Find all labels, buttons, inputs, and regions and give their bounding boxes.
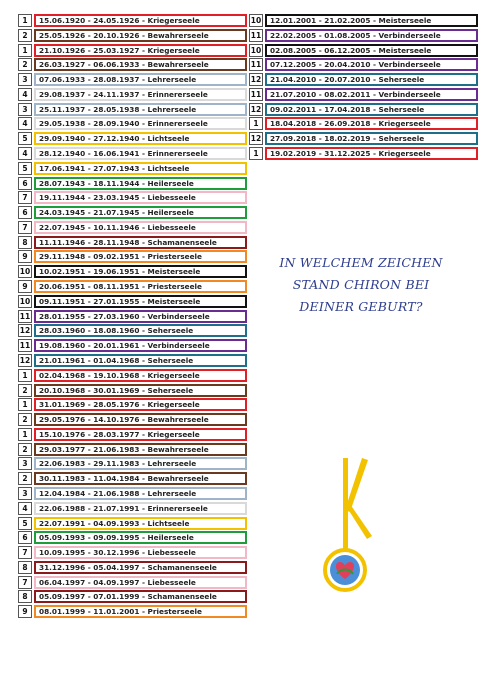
sign-number: 9: [18, 605, 32, 618]
sign-number: 6: [18, 177, 32, 190]
sign-number: 4: [18, 88, 32, 101]
period-label: 20.06.1951 - 08.11.1951 - Priesterseele: [34, 280, 247, 293]
sign-number: 1: [18, 398, 32, 411]
chiron-period-row: [18, 428, 247, 441]
period-label: 28.12.1940 - 16.06.1941 - Erinnererseele: [34, 147, 247, 160]
chiron-period-row: [18, 295, 247, 308]
period-label: 22.02.2005 - 01.08.2005 - Verbinderseele: [265, 29, 478, 42]
sign-number: 4: [18, 117, 32, 130]
period-label: 06.04.1997 - 04.09.1997 - Liebesseele: [34, 576, 247, 589]
sign-number: 2: [18, 58, 32, 71]
period-label: 02.04.1968 - 19.10.1968 - Kriegerseele: [34, 369, 247, 382]
sign-number: 4: [18, 502, 32, 515]
period-label: 31.01.1969 - 28.05.1976 - Kriegerseele: [34, 398, 247, 411]
chiron-period-row: [18, 546, 247, 559]
sign-number: 12: [19, 326, 31, 336]
sign-number: 12: [250, 75, 262, 85]
chiron-period-row: [18, 590, 247, 603]
period-label: 30.11.1983 - 11.04.1984 - Bewahrerseele: [34, 472, 247, 485]
period-label: 29.05.1976 - 14.10.1976 - Bewahrerseele: [34, 413, 247, 426]
sign-number: 12: [250, 104, 262, 114]
chiron-period-row: [18, 472, 247, 485]
chiron-period-row: [18, 177, 247, 190]
sign-number: 3: [18, 103, 32, 116]
sign-number: 3: [18, 457, 32, 470]
sign-number: 9: [18, 280, 32, 293]
sign-number: 11: [250, 60, 262, 70]
period-label: 29.08.1937 - 24.11.1937 - Erinnererseele: [34, 88, 247, 101]
chiron-period-row: [18, 324, 247, 337]
period-label: 26.03.1927 - 06.06.1933 - Bewahrerseele: [34, 58, 247, 71]
period-label: 19.08.1960 - 20.01.1961 - Verbinderseele: [34, 339, 247, 352]
sign-number: 9: [18, 250, 32, 263]
sign-number: 2: [18, 29, 32, 42]
chiron-lower-arm: [346, 504, 372, 539]
period-label: 28.07.1943 - 18.11.1944 - Heilerseele: [34, 177, 247, 190]
period-label: 21.07.2010 - 08.02.2011 - Verbinderseele: [265, 88, 478, 101]
chiron-period-row: [18, 576, 247, 589]
chiron-period-row: [18, 384, 247, 397]
sign-number: 5: [18, 132, 32, 145]
chiron-period-row: [18, 88, 247, 101]
period-label: 09.11.1951 - 27.01.1955 - Meisterseele: [34, 295, 247, 308]
period-label: 21.04.2010 - 20.07.2010 - Seherseele: [265, 73, 478, 86]
period-label: 29.03.1977 - 21.06.1983 - Bewahrerseele: [34, 443, 247, 456]
question-line-1: IN WELCHEM ZEICHEN: [279, 255, 443, 270]
period-label: 17.06.1941 - 27.07.1943 - Lichtseele: [34, 162, 247, 175]
chiron-period-row: [249, 117, 478, 130]
chiron-period-row: [18, 221, 247, 234]
period-label: 22.06.1988 - 21.07.1991 - Erinnererseele: [34, 502, 247, 515]
chiron-period-row: [18, 369, 247, 382]
period-label: 15.06.1920 - 24.05.1926 - Kriegerseele: [34, 14, 247, 27]
chiron-period-row: [18, 58, 247, 71]
period-label: 22.07.1945 - 10.11.1946 - Liebesseele: [34, 221, 247, 234]
sign-number: 1: [249, 147, 263, 160]
sign-number: 11: [250, 89, 262, 99]
chiron-period-row: [18, 280, 247, 293]
chiron-period-row: [249, 147, 478, 160]
period-label: 29.09.1940 - 27.12.1940 - Lichtseele: [34, 132, 247, 145]
chiron-period-row: [18, 236, 247, 249]
chiron-period-row: [18, 250, 247, 263]
sign-number: 10: [19, 296, 31, 306]
period-label: 28.01.1955 - 27.03.1960 - Verbinderseele: [34, 310, 247, 323]
sign-number: 10: [19, 267, 31, 277]
chiron-period-row: [18, 162, 247, 175]
period-label: 12.04.1984 - 21.06.1988 - Lehrerseele: [34, 487, 247, 500]
period-label: 19.11.1944 - 23.03.1945 - Liebesseele: [34, 191, 247, 204]
chiron-period-row: [18, 443, 247, 456]
sign-number: 1: [18, 428, 32, 441]
chiron-period-row: [18, 487, 247, 500]
chiron-period-row: [18, 14, 247, 27]
sign-number: 2: [18, 472, 32, 485]
sign-number: 11: [19, 341, 31, 351]
chiron-period-row: [18, 117, 247, 130]
period-label: 18.04.2018 - 26.09.2018 - Kriegerseele: [265, 117, 478, 130]
period-label: 21.01.1961 - 01.04.1968 - Seherseele: [34, 354, 247, 367]
chiron-period-row: [18, 147, 247, 160]
sign-number: 6: [18, 531, 32, 544]
chiron-period-row: [18, 398, 247, 411]
chiron-period-row: [18, 44, 247, 57]
period-label: 11.11.1946 - 28.11.1948 - Schamanenseele: [34, 236, 247, 249]
sign-number: 1: [249, 117, 263, 130]
chiron-period-row: [18, 354, 247, 367]
period-label: 25.11.1937 - 28.05.1938 - Lehrerseele: [34, 103, 247, 116]
period-label: 22.07.1991 - 04.09.1993 - Lichtseele: [34, 517, 247, 530]
sign-number: 10: [250, 45, 262, 55]
chiron-period-row: [18, 517, 247, 530]
chiron-period-row: [18, 502, 247, 515]
chiron-period-row: [249, 14, 478, 27]
sign-number: 1: [18, 44, 32, 57]
period-label: 27.09.2018 - 18.02.2019 - Seherseele: [265, 132, 478, 145]
sign-number: 7: [18, 191, 32, 204]
period-label: 28.03.1960 - 18.08.1960 - Seherseele: [34, 324, 247, 337]
sign-number: 4: [18, 147, 32, 160]
sign-number: 1: [18, 369, 32, 382]
period-label: 10.02.1951 - 19.06.1951 - Meisterseele: [34, 265, 247, 278]
period-label: 07.12.2005 - 20.04.2010 - Verbinderseele: [265, 58, 478, 71]
question-line-2: STAND CHIRON BEI: [292, 277, 430, 292]
period-label: 20.10.1968 - 30.01.1969 - Seherseele: [34, 384, 247, 397]
sign-number: 10: [250, 16, 262, 25]
chiron-period-row: [18, 29, 247, 42]
chiron-period-row: [18, 531, 247, 544]
chiron-period-row: [249, 58, 478, 71]
chiron-period-row: [18, 191, 247, 204]
chiron-period-row: [249, 44, 478, 57]
chiron-period-row: [18, 265, 247, 278]
period-label: 31.12.1996 - 05.04.1997 - Schamanenseele: [34, 561, 247, 574]
period-label: 09.02.2011 - 17.04.2018 - Seherseele: [265, 103, 478, 116]
chiron-period-row: [18, 605, 247, 618]
period-label: 21.10.1926 - 25.03.1927 - Kriegerseele: [34, 44, 247, 57]
chiron-period-row: [18, 413, 247, 426]
chiron-period-row: [18, 206, 247, 219]
chiron-period-row: [18, 457, 247, 470]
period-label: 08.01.1999 - 11.01.2001 - Priesterseele: [34, 605, 247, 618]
chiron-period-row: [18, 73, 247, 86]
period-label: 29.05.1938 - 28.09.1940 - Erinnererseele: [34, 117, 247, 130]
chiron-upper-arm: [345, 458, 368, 512]
sign-number: 3: [18, 487, 32, 500]
sign-number: 11: [250, 30, 262, 40]
sign-number: 7: [18, 221, 32, 234]
period-label: 19.02.2019 - 31.12.2025 - Kriegerseele: [265, 147, 478, 160]
chiron-period-row: [18, 561, 247, 574]
sign-number: 7: [18, 576, 32, 589]
period-label: 02.08.2005 - 06.12.2005 - Meisterseele: [265, 44, 478, 57]
chiron-period-row: [18, 132, 247, 145]
chiron-symbol-icon: [310, 448, 390, 602]
period-label: 07.06.1933 - 28.08.1937 - Lehrerseele: [34, 73, 247, 86]
period-label: 05.09.1997 - 07.01.1999 - Schamanenseele: [34, 590, 247, 603]
chiron-period-row: [249, 29, 478, 42]
sign-number: 8: [18, 236, 32, 249]
sign-number: 3: [18, 73, 32, 86]
sign-number: 8: [18, 590, 32, 603]
period-label: 24.03.1945 - 21.07.1945 - Heilerseele: [34, 206, 247, 219]
chiron-period-row: [249, 73, 478, 86]
sign-number: 12: [19, 355, 31, 365]
period-label: 05.09.1993 - 09.09.1995 - Heilerseele: [34, 531, 247, 544]
chiron-period-row: [249, 103, 478, 116]
period-label: 29.11.1948 - 09.02.1951 - Priesterseele: [34, 250, 247, 263]
chiron-period-row: [18, 310, 247, 323]
chiron-period-row: [249, 132, 478, 145]
chiron-period-row: [18, 103, 247, 116]
sign-number: 6: [18, 206, 32, 219]
period-label: 12.01.2001 - 21.02.2005 - Meisterseele: [265, 14, 478, 27]
sign-number: 5: [18, 162, 32, 175]
sign-number: 8: [18, 561, 32, 574]
period-label: 25.05.1926 - 20.10.1926 - Bewahrerseele: [34, 29, 247, 42]
sign-number: 11: [19, 311, 31, 321]
sign-number: 7: [18, 546, 32, 559]
sign-number: 2: [18, 384, 32, 397]
period-label: 15.10.1976 - 28.03.1977 - Kriegerseele: [34, 428, 247, 441]
period-label: 10.09.1995 - 30.12.1996 - Liebesseele: [34, 546, 247, 559]
sign-number: 2: [18, 413, 32, 426]
chiron-period-row: [249, 88, 478, 101]
question-line-3: DEINER GEBURT?: [299, 299, 423, 314]
sign-number: 1: [18, 14, 32, 27]
sign-number: 12: [250, 134, 262, 144]
sign-number: 5: [18, 517, 32, 530]
sign-number: 2: [18, 443, 32, 456]
chiron-period-row: [18, 339, 247, 352]
period-label: 22.06.1983 - 29.11.1983 - Lehrerseele: [34, 457, 247, 470]
chiron-question: [246, 252, 476, 318]
